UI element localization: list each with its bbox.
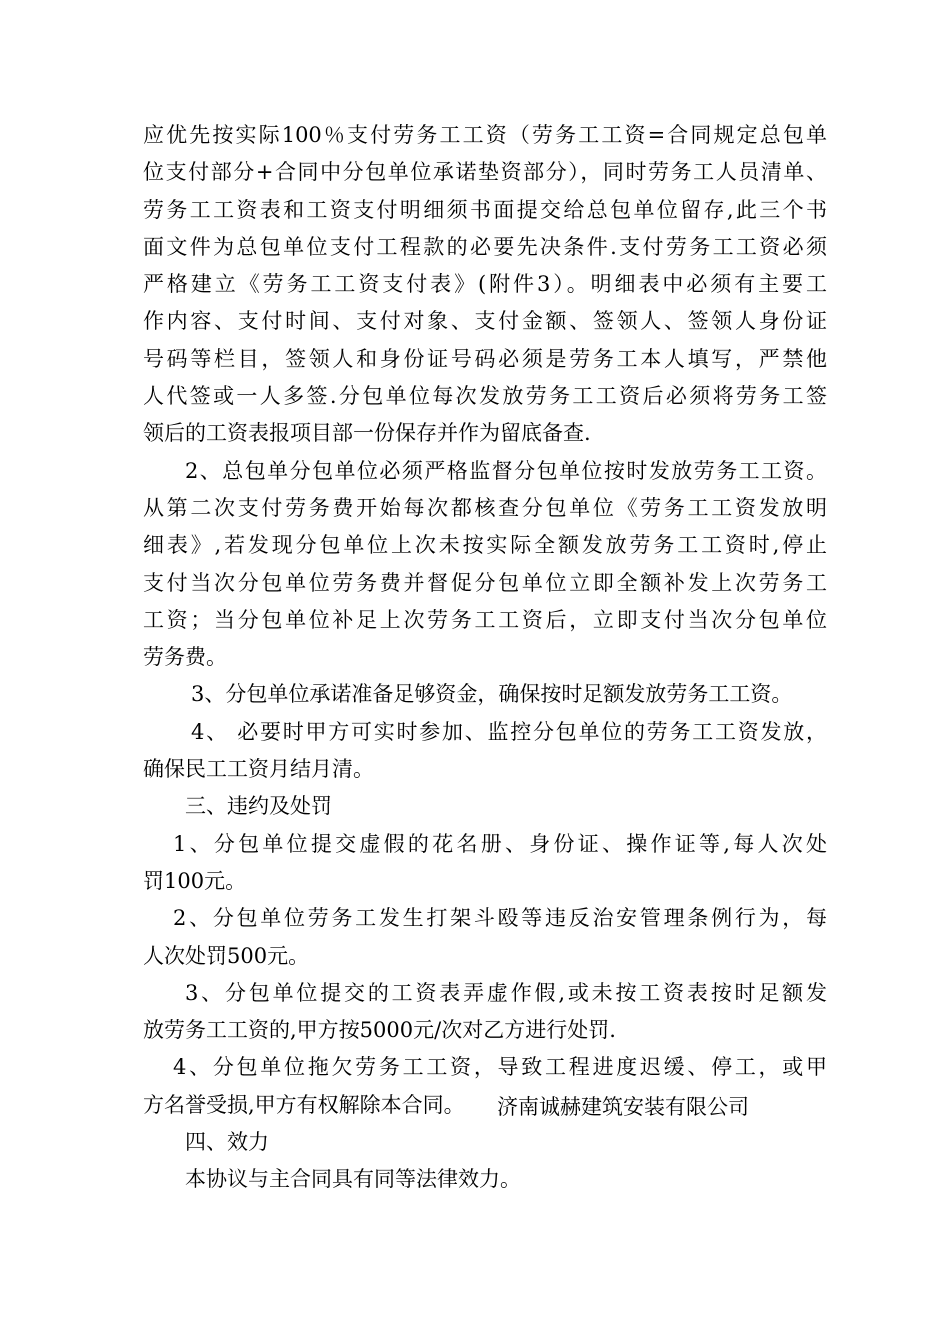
paragraph-line: 4、分包单位拖欠劳务工工资，导致工程进度迟缓、停工，或甲 xyxy=(173,1055,827,1080)
paragraph-line: 号码等栏目，签领人和身份证号码必须是劳务工本人填写，严禁他 xyxy=(143,346,827,371)
document-body xyxy=(143,117,827,1199)
paragraph-line: 位支付部分+合同中分包单位承诺垫资部分），同时劳务工人员清单、 xyxy=(143,160,827,185)
paragraph-line: 劳务费。 xyxy=(143,645,227,670)
paragraph-line: 应优先按实际100％支付劳务工工资（劳务工工资=合同规定总包单 xyxy=(143,123,827,147)
section-heading: 三、违约及处罚 xyxy=(185,794,332,819)
paragraph-line: 放劳务工工资的,甲方按5000元/次对乙方进行处罚. xyxy=(143,1018,616,1043)
paragraph-line: 作内容、支付时间、支付对象、支付金额、签领人、签领人身份证 xyxy=(143,309,827,334)
section-heading: 四、效力 xyxy=(185,1130,269,1155)
paragraph-line: 2、总包单分包单位必须严格监督分包单位按时发放劳务工工资。 xyxy=(185,458,827,483)
paragraph-line: 领后的工资表报项目部一份保存并作为留底备查. xyxy=(143,421,591,446)
paragraph-line: 罚100元。 xyxy=(143,868,247,893)
paragraph-line: 支付当次分包单位劳务费并督促分包单位立即全额补发上次劳务工 xyxy=(143,570,827,595)
paragraph-line: 3、分包单位提交的工资表弄虚作假,或未按工资表按时足额发 xyxy=(185,980,827,1005)
paragraph-line: 确保民工工资月结月清。 xyxy=(143,757,374,782)
paragraph-line: 面文件为总包单位支付工程款的必要先决条件.支付劳务工工资必须 xyxy=(143,234,827,259)
paragraph-line: 从第二次支付劳务费开始每次都核查分包单位《劳务工工资发放明 xyxy=(143,495,827,520)
paragraph-line: 本协议与主合同具有同等法律效力。 xyxy=(185,1167,521,1192)
paragraph-line: 严格建立《劳务工工资支付表》(附件3）。明细表中必须有主要工 xyxy=(143,272,827,297)
paragraph-line: 人代签或一人多签.分包单位每次发放劳务工工资后必须将劳务工签 xyxy=(143,384,827,409)
paragraph-line: 工资；当分包单位补足上次劳务工工资后，立即支付当次分包单位 xyxy=(143,607,827,632)
paragraph-line: 人次处罚500元。 xyxy=(143,943,310,968)
paragraph-line: 1、分包单位提交虚假的花名册、身份证、操作证等,每人次处 xyxy=(173,831,827,856)
paragraph-line: 2、分包单位劳务工发生打架斗殴等违反治安管理条例行为，每 xyxy=(173,906,827,931)
paragraph-line: 3、分包单位承诺准备足够资金，确保按时足额发放劳务工工资。 xyxy=(191,682,793,707)
company-signature: 济南诚赫建筑安装有限公司 xyxy=(497,1095,749,1119)
paragraph-line: 细表》,若发现分包单位上次未按实际全额发放劳务工工资时,停止 xyxy=(143,533,827,558)
paragraph-line: 方名誉受损,甲方有权解除本合同。 xyxy=(143,1092,465,1117)
paragraph-line: 4、 必要时甲方可实时参加、监控分包单位的劳务工工资发放， xyxy=(191,719,827,744)
paragraph-line: 劳务工工资表和工资支付明细须书面提交给总包单位留存,此三个书 xyxy=(143,197,827,222)
